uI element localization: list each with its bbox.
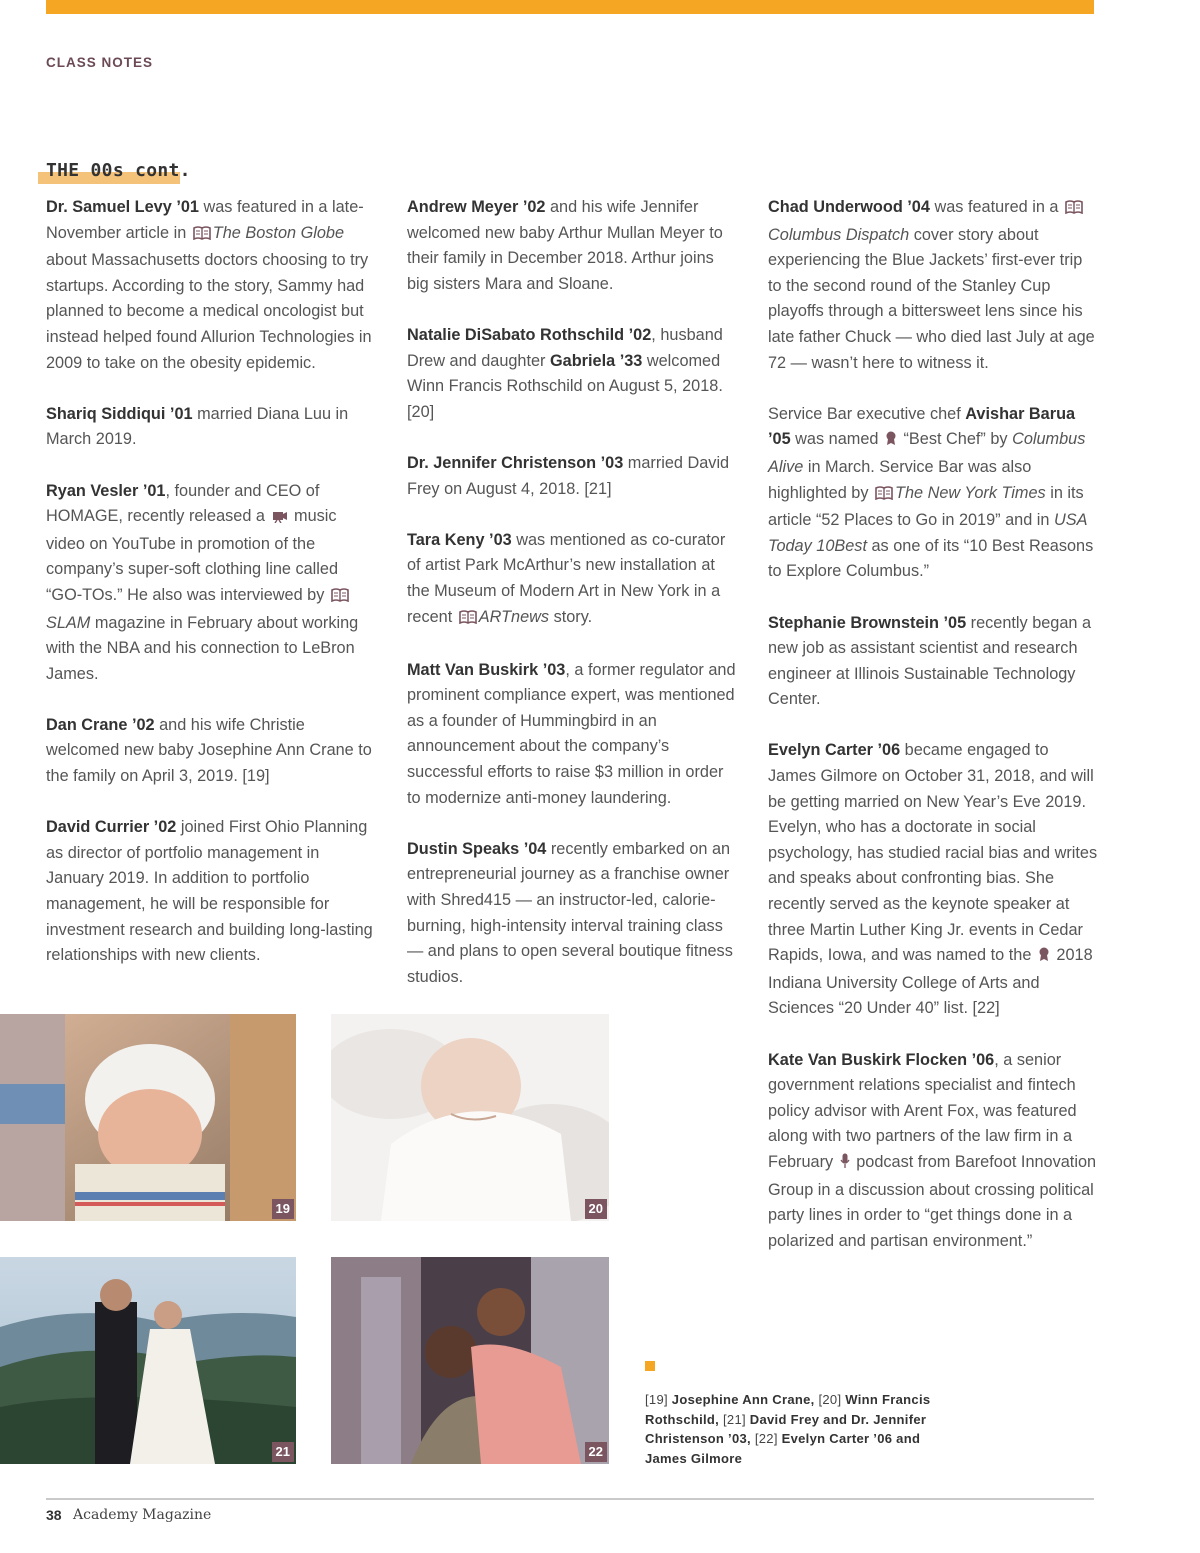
newspaper-icon (1065, 197, 1083, 223)
alumni-name: Chad Underwood ’04 (768, 198, 930, 216)
section-heading: THE 00s cont. (46, 160, 191, 181)
alumni-name: Matt Van Buskirk ’03 (407, 660, 566, 679)
newspaper-icon (875, 483, 893, 509)
alumni-name: Kate Van Buskirk Flocken ’06 (768, 1050, 995, 1069)
column-1 (46, 195, 376, 994)
award-icon (885, 429, 897, 455)
alumni-name: Avishar Barua ’05 (768, 404, 1076, 449)
microphone-icon (840, 1152, 850, 1178)
class-note: Natalie DiSabato Rothschild ’02, husband Drew and daughter Gabriela ’33 welcomed Winn Francis Rothschild on August 5, 2018. [20] (407, 325, 723, 421)
alumni-name: Dr. Samuel Levy ’01 (46, 198, 199, 216)
photo-number-badge: 22 (585, 1442, 607, 1462)
column-2 (407, 195, 737, 1016)
class-note: Stephanie Brownstein ’05 recently began a new job as assistant scientist and research engineer at Illinois Sustainable Technology Center. (768, 613, 1092, 709)
class-note: Service Bar executive chef Avishar Barua ’05 was named “Best Chef” by Columbus Alive in March. Service Bar was also highlighted by The New York Times in its article “52 Places to Go in 2019” and in USA Today 10Best as one of its “10 Best Reasons to Explore Columbus.” (768, 404, 1094, 581)
class-note: David Currier ’02 joined First Ohio Planning as director of portfolio management in January 2019. In addition to portfolio management, he will be responsible for investment research and building long-lasting relationships with new clients. (46, 818, 373, 965)
photo-engaged-couple (331, 1257, 609, 1464)
alumni-name: Dan Crane ’02 (46, 715, 155, 734)
alumni-name: Evelyn Carter ’06 (768, 741, 901, 760)
photo-baby-winn (331, 1014, 609, 1221)
newspaper-icon (459, 607, 477, 633)
footer-rule (46, 1498, 1094, 1500)
publication-title: SLAM (46, 613, 91, 632)
class-note: Kate Van Buskirk Flocken ’06, a senior government relations specialist and fintech policy advisor with Arent Fox, was featured along with two partners of the law firm in a February podcast from Barefoot Innovation Group in a discussion about crossing political party lines in order to “get things done in a polarized and partisan environment.” (768, 1050, 1097, 1250)
photo-baby-josephine (0, 1014, 296, 1221)
section-label: CLASS NOTES (46, 55, 154, 70)
alumni-name: Dr. Jennifer Christenson ’03 (407, 453, 624, 472)
top-accent-bar (46, 0, 1094, 14)
class-note: Matt Van Buskirk ’03, a former regulator and prominent compliance expert, was mentioned as a founder of Hummingbird in an announcement about the company’s successful efforts to raise $3 million in order to modernize anti-money laundering. (407, 660, 736, 807)
class-note: Evelyn Carter ’06 became engaged to James Gilmore on October 31, 2018, and will be getting married on New Year’s Eve 2019. Evelyn, who has a doctorate in social psychology, has studied racial bias and writes and speaks about confronting bias. She recently served as the keynote speaker at three Martin Luther King Jr. events in Cedar Rapids, Iowa, and was named to the 2018 Indiana University College of Arts and Sciences “20 Under 40” list. [22] (768, 741, 1098, 1018)
photo-number-badge: 20 (585, 1199, 607, 1219)
photo-wedding-couple (0, 1257, 296, 1464)
publication-title: Columbus Dispatch (768, 225, 910, 244)
page-number: 38 (46, 1507, 62, 1523)
alumni-name: Natalie DiSabato Rothschild ’02 (407, 325, 652, 344)
photo-number-badge: 19 (272, 1199, 294, 1219)
class-note: Tara Keny ’03 was mentioned as co-curator of artist Park McArthur’s new installation at the Museum of Modern Art in New York in a recent ARTnews story. (407, 528, 737, 632)
publication-title: The Boston Globe (212, 223, 345, 242)
class-note: Ryan Vesler ’01, founder and CEO of HOMAGE, recently released a music video on YouTube in promotion of the company’s super-soft clothing line called “GO-TOs.” He also was interviewed by SLAM magazine in February about working with the NBA and his connection to LeBron James. (46, 481, 359, 683)
alumni-name: Ryan Vesler ’01 (46, 481, 166, 500)
class-note: Dr. Jennifer Christenson ’03 married David Frey on August 4, 2018. [21] (407, 453, 730, 498)
class-note: Dan Crane ’02 and his wife Christie welcomed new baby Josephine Ann Crane to the family on April 3, 2019. [19] (46, 715, 372, 786)
alumni-name: Andrew Meyer ’02 (407, 198, 546, 216)
newspaper-icon (331, 585, 349, 611)
publication-title: ARTnews (478, 607, 550, 626)
class-note: Chad Underwood ’04 was featured in a Columbus Dispatch cover story about experiencing the Blue Jackets’ first-ever trip to the second round of the Stanley Cup playoffs through a bittersweet lens since his late father Chuck — who died last July at age 72 — wasn’t here to witness it. (768, 198, 1095, 372)
publication-title: USA Today 10Best (768, 511, 1087, 555)
alumni-name: Gabriela ’33 (550, 351, 643, 370)
alumni-name: David Currier ’02 (46, 818, 177, 837)
photo-number-badge: 21 (272, 1442, 294, 1462)
alumni-name: Tara Keny ’03 (407, 530, 512, 549)
section-heading-wrap (38, 160, 191, 181)
publication-title: Columbus Alive (768, 430, 1086, 476)
alumni-name: Stephanie Brownstein ’05 (768, 613, 967, 632)
alumni-name: Shariq Siddiqui ’01 (46, 404, 193, 423)
class-note: Dustin Speaks ’04 recently embarked on an entrepreneurial journey as a franchise owner with Shred415 — an instructor-led, calorie-burning, high-intensity interval training class — and plans to open several boutique fitness studios. (407, 839, 733, 986)
class-note: Andrew Meyer ’02 and his wife Jennifer welcomed new baby Arthur Mullan Meyer to their family in December 2018. Arthur joins big sisters Mara and Sloane. (407, 198, 723, 293)
column-3 (768, 195, 1098, 1280)
publication-title: The New York Times (895, 483, 1046, 502)
newspaper-icon (193, 223, 211, 249)
award-icon (1038, 945, 1050, 971)
video-camera-icon (272, 506, 288, 532)
photo-caption: [19] Josephine Ann Crane, [20] Winn Francis Rothschild, [21] David Frey and Dr. Jennifer Christenson ’03, [22] Evelyn Carter ’06 and James Gilmore (645, 1392, 931, 1466)
caption-marker (645, 1361, 655, 1371)
class-note: Shariq Siddiqui ’01 married Diana Luu in March 2019. (46, 404, 349, 449)
magazine-name: Academy Magazine (73, 1507, 212, 1523)
alumni-name: Dustin Speaks ’04 (407, 839, 547, 858)
class-note: Dr. Samuel Levy ’01 was featured in a late-November article in The Boston Globe about Massachusetts doctors choosing to try startups. According to the story, Sammy had planned to become a medical oncologist but instead helped found Allurion Technologies in 2009 to take on the obesity epidemic. (46, 198, 372, 372)
